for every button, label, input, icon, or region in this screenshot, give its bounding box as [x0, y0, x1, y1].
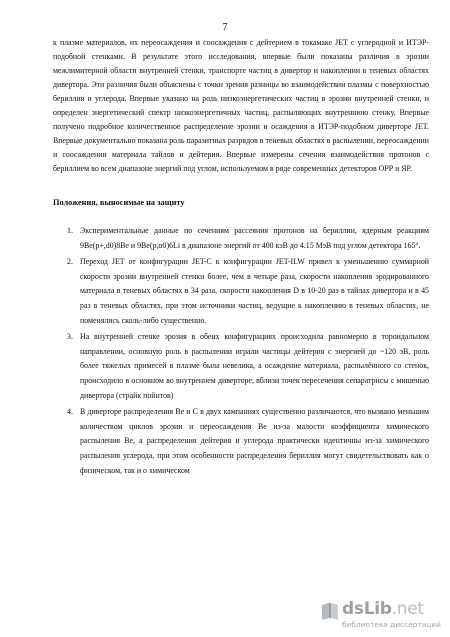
thesis-number: 1.: [67, 226, 73, 235]
thesis-item: [53, 330, 429, 403]
watermark-brand: [342, 599, 424, 619]
thesis-number: 4.: [67, 407, 73, 417]
thesis-text: Переход JET от конфигурации JET-C к конфигурации JET-ILW привел к уменьшению суммарной скорости эрозии внутренней стенки более, чем в четыре раза, скорости накопления эродированного материала в теневых областях в 34 раза, скорости накопления D в 10-20 раз в тайлах дивертора и в 45 раз в теневых областях, при этом источники частиц, ведущие к накоплению в теневых областях, не поменялись сколь-либо существенно.: [80, 257, 429, 325]
thesis-item: [53, 224, 429, 253]
thesis-item: [53, 405, 429, 478]
page-number: 7: [222, 22, 228, 33]
watermark-brand-main: dsLib: [342, 599, 392, 619]
watermark[interactable]: [320, 599, 442, 633]
thesis-item: [53, 255, 429, 328]
watermark-subtitle: библиотека диссертаций: [342, 620, 441, 629]
thesis-number: 2.: [67, 257, 73, 267]
watermark-brand-tld: .net: [391, 599, 424, 619]
document-body: [53, 36, 429, 478]
thesis-number: 3.: [67, 332, 73, 342]
intro-paragraph: к плазме материалов, их переосаждения и соосаждения с дейтерием в токамаке JET с углеродной и ИТЭР-подобной стенками. В результате этого исследования, впервые были показаны различия в эрозии межлимитерной области внутренней стенки, транспорте частиц в дивертор и накоплении в теневых областях дивертора. Эти различия были объяснены с точки зрения разницы во взаимодействии плазмы с поверхностью бериллия и углерода. Впервые указано на роль низкоэнергетических частиц в эрозии внутренней стенки, и определен энергетический спектр низкоэнергетичных частиц, распыляющих внутреннюю стенку. Впервые получено подробное количественное распределение эрозии и осаждения в ИТЭР-подобном диверторе JET. Впервые документально показана роль паразитных разрядов в теневых областях в распылении, переосаждении и соосаждении материала тайлов и дейтерия. Впервые измерены сечения взаимодействия протонов с бериллием во всем диапазоне энергий под углом, используемом в ряде современных детекторов ОРР и ЯР.: [53, 38, 429, 173]
thesis-text: На внутренней стенке эрозия в обеих конфигурациях происходила равномерно в тороидальном направлении, основную роль в распылении играли частицы дейтерия с энергией до ~120 эВ, роль более тяжелых примесей в плазме была невелика, а осаждение материала, распылённого со стенок, происходило в основном во внутреннем диверторе, вблизи точек пересечения сепаратрисы с мишенью дивертора (страйк пойнтов): [80, 332, 429, 400]
section-heading: Положения, выносимые на защиту: [53, 198, 185, 207]
book-icon: [320, 601, 340, 621]
theses-list: [53, 224, 429, 478]
thesis-text: В диверторе распределения Be и C в двух кампаниях существенно различаются, что вызвано меньшим количеством циклов эрозии и переосаждения Be из-за малости коэффициента химического распыления Be, а распределения дейтерия и углерода практически идентичны из-за химического распыления углерода, при этом особенности распределения бериллия могут свидетельствовать как о физическом, так и о химическом: [80, 407, 429, 475]
thesis-text: Экспериментальные данные по сечениям рассеяния протонов на бериллии, ядерным реакциям 9Be(p+,d0)8Be и 9Be(p,α0)6Li в диапазоне энергий от 400 кэВ до 4.15 МэВ под углом детектора 165°.: [80, 226, 429, 250]
